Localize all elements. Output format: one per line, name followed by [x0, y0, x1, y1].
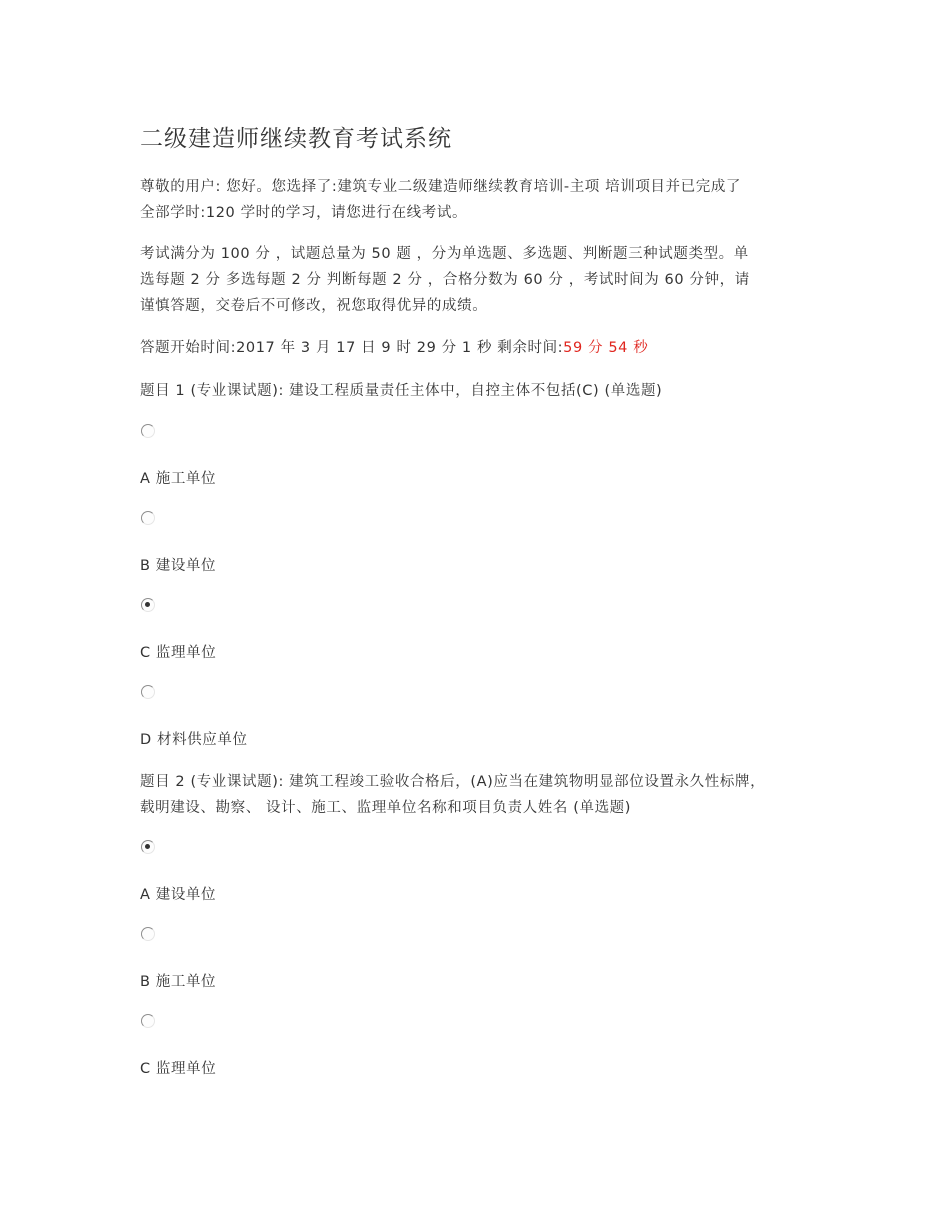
q1-option-b-radio[interactable] [141, 511, 155, 525]
intro-line-2: 全部学时:120 学时的学习，请您进行在线考试。 [140, 205, 468, 221]
q1-option-c-radio[interactable] [141, 598, 155, 612]
question-1-text [140, 378, 830, 404]
q2-option-c-label[interactable]: C 监理单位 [140, 1061, 217, 1077]
intro-text [140, 174, 830, 226]
q1-option-b-label[interactable]: B 建设单位 [140, 558, 217, 574]
question-1-line-1: 题目 1 (专业课试题): 建设工程质量责任主体中，自控主体不包括(C) (单选题) [140, 383, 663, 399]
exam-timing [140, 335, 830, 361]
q2-option-b-label[interactable]: B 施工单位 [140, 974, 217, 990]
q1-option-c-label[interactable]: C 监理单位 [140, 645, 217, 661]
intro-line-1: 尊敬的用户: 您好。您选择了:建筑专业二级建造师继续教育培训-主项 培训项目并已完成了 [140, 179, 742, 195]
q2-option-b-radio[interactable] [141, 927, 155, 941]
q2-option-c-radio[interactable] [141, 1014, 155, 1028]
rules-line-1: 考试满分为 100 分 ，试题总量为 50 题 ，分为单选题、多选题、判断题三种试题类型。单 [140, 246, 749, 262]
q2-option-a-radio[interactable] [141, 840, 155, 854]
exam-rules [140, 241, 830, 319]
question-2-line-2: 载明建设、勘察、 设计、施工、监理单位名称和项目负责人姓名 (单选题) [140, 800, 632, 816]
q1-option-d-radio[interactable] [141, 685, 155, 699]
question-2-text [140, 769, 830, 821]
q1-option-a-radio[interactable] [141, 424, 155, 438]
q2-option-a-label[interactable]: A 建设单位 [140, 887, 217, 903]
rules-line-3: 谨慎答题，交卷后不可修改，祝您取得优异的成绩。 [140, 298, 488, 314]
rules-line-2: 选每题 2 分 多选每题 2 分 判断每题 2 分 ，合格分数为 60 分 ，考试时间为 60 分钟，请 [140, 272, 750, 288]
start-time: 答题开始时间:2017 年 3 月 17 日 9 时 29 分 1 秒 剩余时间: [140, 340, 564, 356]
page-title: 二级建造师继续教育考试系统 [140, 126, 452, 152]
q1-option-d-label[interactable]: D 材料供应单位 [140, 732, 248, 748]
q1-option-a-label[interactable]: A 施工单位 [140, 471, 217, 487]
question-2-line-1: 题目 2 (专业课试题): 建筑工程竣工验收合格后，(A)应当在建筑物明显部位设置永久性标牌， [140, 774, 766, 790]
remaining-time: 59 分 54 秒 [563, 340, 649, 356]
